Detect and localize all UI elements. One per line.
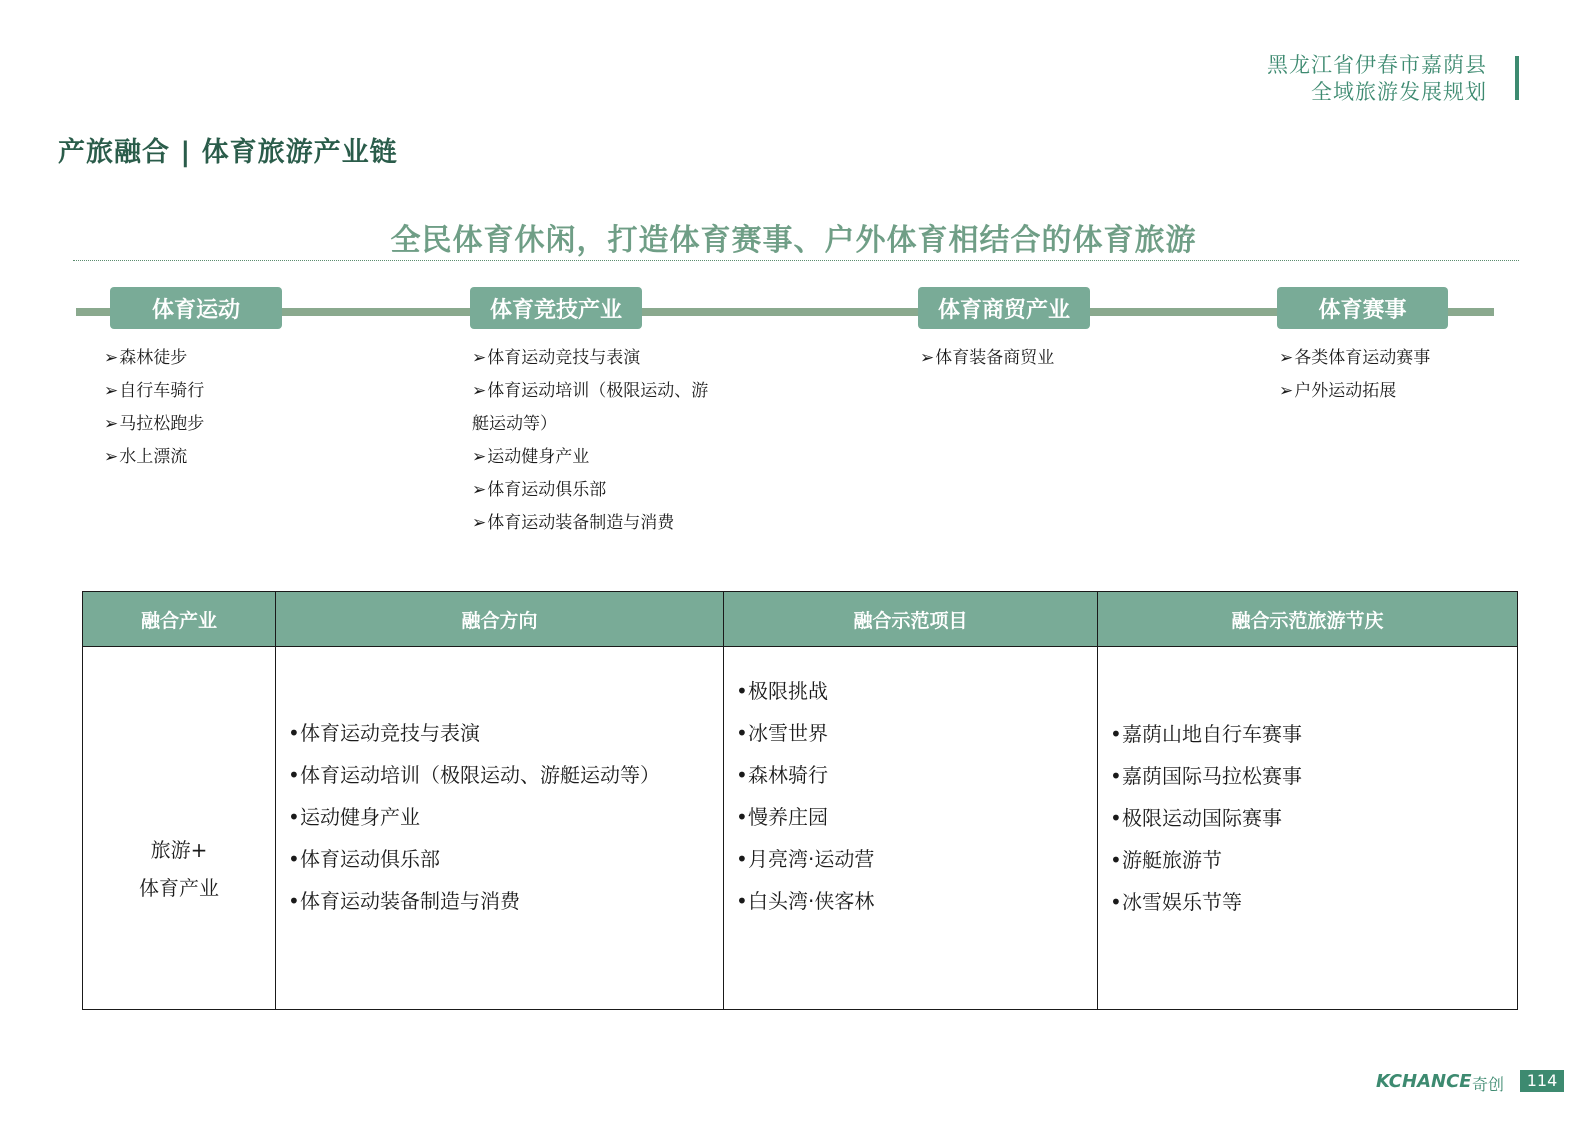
fusion-table — [82, 591, 1518, 1010]
kchance-logo: KCHANCE — [1376, 1071, 1472, 1092]
industry-line-2: 体育产业 — [139, 876, 219, 900]
header-line-2: 全域旅游发展规划 — [1311, 80, 1487, 104]
arrow-icon: ➢ — [472, 447, 487, 467]
header-festivals: 融合示范旅游节庆 — [1098, 592, 1518, 647]
list-item: •极限挑战 — [736, 670, 1097, 712]
bullet-icon: • — [1110, 890, 1122, 914]
bullet-icon: • — [736, 805, 748, 829]
list-item-continuation: 艇运动等） — [472, 414, 557, 434]
list-item: •体育运动竞技与表演 — [288, 712, 723, 754]
list-item: •嘉荫国际马拉松赛事 — [1110, 755, 1517, 797]
chain-tag-trade: 体育商贸产业 — [918, 287, 1090, 329]
list-item: ➢自行车骑行 — [104, 381, 205, 401]
arrow-icon: ➢ — [472, 381, 487, 401]
chain-list-events — [1279, 342, 1430, 408]
arrow-icon: ➢ — [1279, 381, 1294, 401]
bullet-icon: • — [736, 763, 748, 787]
chain-list-sports — [104, 342, 204, 474]
list-item: •体育运动培训（极限运动、游艇运动等） — [288, 754, 723, 796]
page-title: 产旅融合 | 体育旅游产业链 — [58, 137, 398, 168]
chain-tag-events: 体育赛事 — [1277, 287, 1448, 329]
arrow-icon: ➢ — [472, 480, 487, 500]
list-item: ➢体育运动装备制造与消费 — [472, 513, 675, 533]
list-item: ➢水上漂流 — [104, 447, 188, 467]
direction-cell — [276, 647, 724, 1010]
direction-list — [276, 712, 723, 922]
list-item: •森林骑行 — [736, 754, 1097, 796]
bullet-icon: • — [1110, 848, 1122, 872]
list-item: ➢体育运动培训（极限运动、游 — [472, 381, 709, 401]
document-header — [1267, 52, 1487, 106]
chain-tag-competition: 体育竞技产业 — [470, 287, 642, 329]
list-item: •游艇旅游节 — [1110, 839, 1517, 881]
chain-list-competition — [472, 342, 708, 540]
bullet-icon: • — [1110, 722, 1122, 746]
list-item: ➢各类体育运动赛事 — [1279, 348, 1431, 368]
arrow-icon: ➢ — [472, 348, 487, 368]
page-number: 114 — [1520, 1070, 1564, 1092]
industry-cell — [83, 647, 276, 1010]
list-item: •白头湾·侠客林 — [736, 880, 1097, 922]
table-header-row — [83, 592, 1518, 647]
list-item: •嘉荫山地自行车赛事 — [1110, 713, 1517, 755]
festivals-list — [1098, 713, 1517, 923]
list-item: ➢户外运动拓展 — [1279, 381, 1397, 401]
bullet-icon: • — [1110, 764, 1122, 788]
bullet-icon: • — [288, 763, 300, 787]
industry-line-1: 旅游+ — [150, 838, 208, 862]
list-item: •冰雪世界 — [736, 712, 1097, 754]
list-item: •慢养庄园 — [736, 796, 1097, 838]
list-item: ➢体育运动俱乐部 — [472, 480, 607, 500]
bullet-icon: • — [736, 679, 748, 703]
bullet-icon: • — [288, 847, 300, 871]
header-line-1: 黑龙江省伊春市嘉荫县 — [1267, 53, 1487, 77]
kchance-logo-cn: 奇创 — [1472, 1075, 1505, 1094]
arrow-icon: ➢ — [104, 414, 119, 434]
arrow-icon: ➢ — [104, 447, 119, 467]
bullet-icon: • — [288, 805, 300, 829]
arrow-icon: ➢ — [104, 348, 119, 368]
arrow-icon: ➢ — [920, 348, 935, 368]
arrow-icon: ➢ — [104, 381, 119, 401]
bullet-icon: • — [288, 721, 300, 745]
list-item: •冰雪娱乐节等 — [1110, 881, 1517, 923]
list-item: ➢体育装备商贸业 — [920, 348, 1055, 368]
section-subtitle: 全民体育休闲，打造体育赛事、户外体育相结合的体育旅游 — [390, 223, 1197, 258]
list-item: •体育运动俱乐部 — [288, 838, 723, 880]
projects-cell — [724, 647, 1098, 1010]
list-item: •极限运动国际赛事 — [1110, 797, 1517, 839]
chain-list-trade — [920, 342, 1054, 375]
bullet-icon: • — [736, 721, 748, 745]
festivals-cell — [1098, 647, 1518, 1010]
list-item: ➢马拉松跑步 — [104, 414, 205, 434]
list-item: •体育运动装备制造与消费 — [288, 880, 723, 922]
dotted-divider — [73, 260, 1519, 261]
projects-list — [724, 670, 1097, 922]
table-row — [83, 647, 1518, 1010]
list-item: ➢体育运动竞技与表演 — [472, 348, 641, 368]
arrow-icon: ➢ — [1279, 348, 1294, 368]
bullet-icon: • — [1110, 806, 1122, 830]
header-industry: 融合产业 — [83, 592, 276, 647]
chain-tag-sports: 体育运动 — [110, 287, 282, 329]
header-direction: 融合方向 — [276, 592, 724, 647]
list-item: •运动健身产业 — [288, 796, 723, 838]
bullet-icon: • — [736, 847, 748, 871]
list-item: •月亮湾·运动营 — [736, 838, 1097, 880]
bullet-icon: • — [736, 889, 748, 913]
header-accent-bar — [1515, 56, 1519, 100]
arrow-icon: ➢ — [472, 513, 487, 533]
list-item: ➢森林徒步 — [104, 348, 188, 368]
bullet-icon: • — [288, 889, 300, 913]
list-item: ➢运动健身产业 — [472, 447, 590, 467]
header-projects: 融合示范项目 — [724, 592, 1098, 647]
